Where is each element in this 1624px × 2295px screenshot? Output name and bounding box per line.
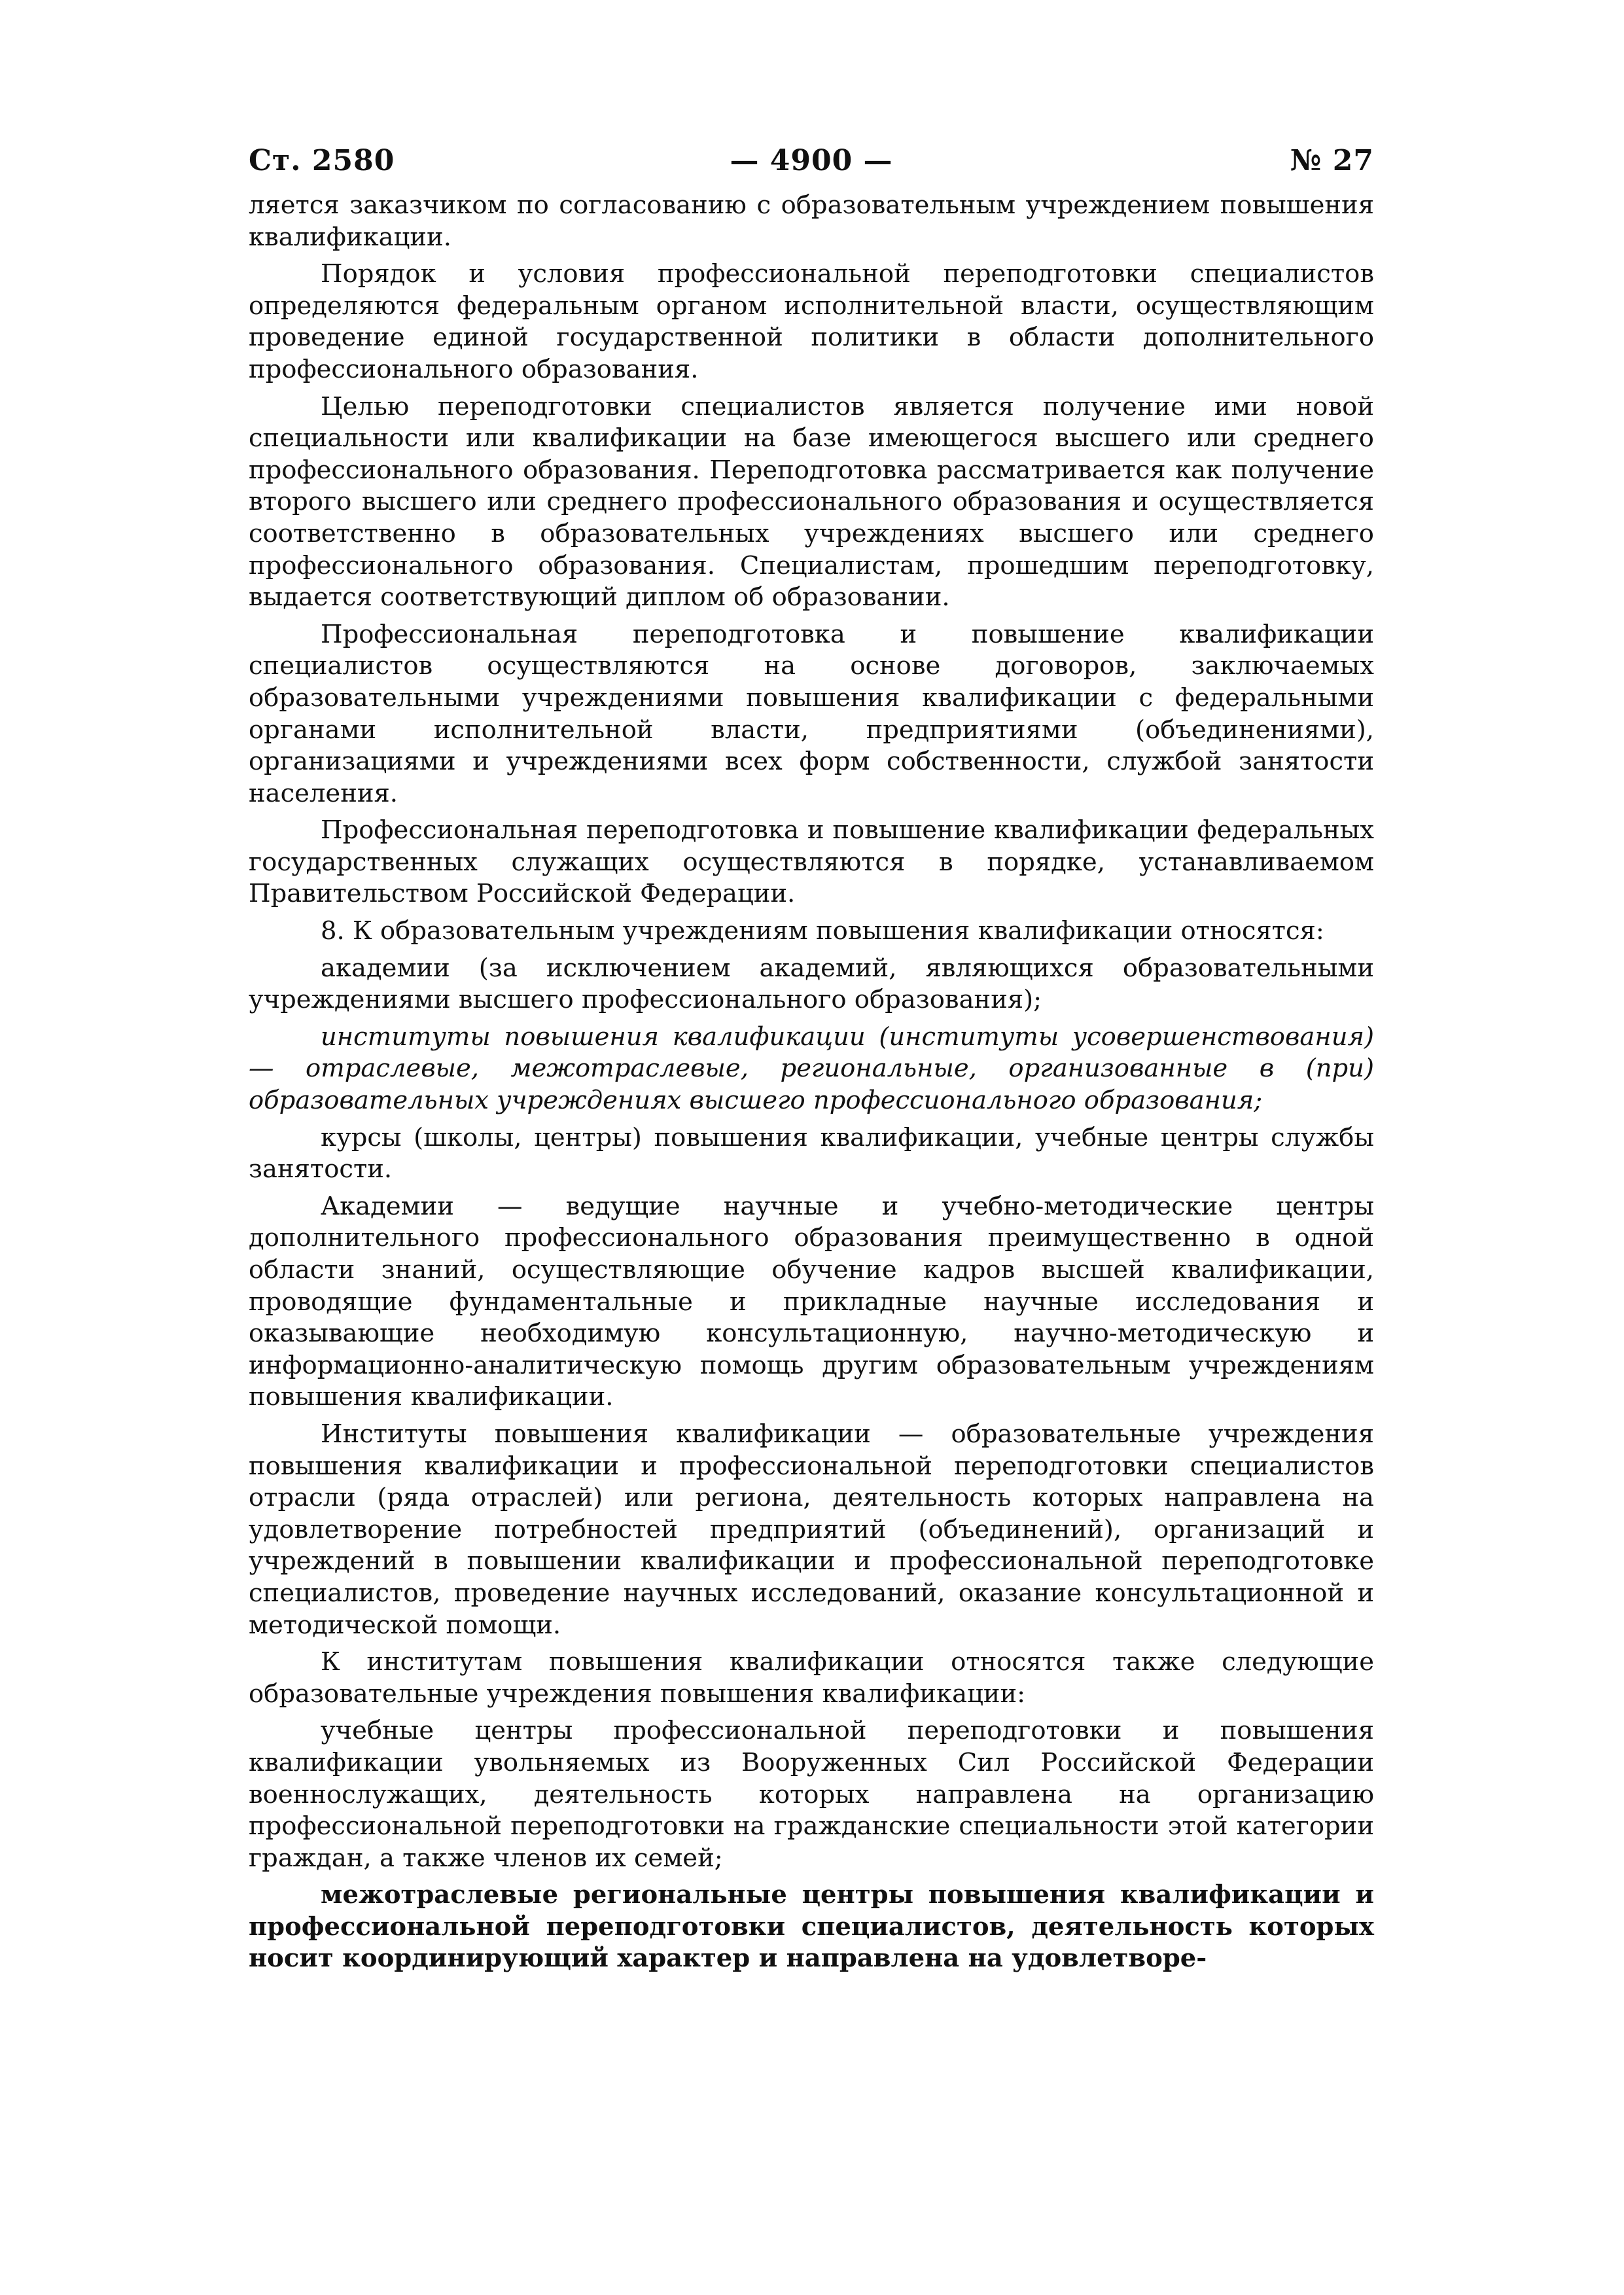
paragraph: Целью переподготовки специалистов является получение ими новой специальности или квалификации на базе имеющегося высшего или среднего профессионального образования. Переподготовка рассматривается как получение второго высшего или среднего профессионального образования и осуществляется соответственно в образовательных учреждениях высшего или среднего профессионального образования. Специалистам, прошедшим переподготовку, выдается соответствующий диплом об образовании. bbox=[249, 391, 1374, 613]
document-page bbox=[249, 144, 1374, 1980]
list-item: курсы (школы, центры) повышения квалификации, учебные центры службы занятости. bbox=[249, 1122, 1374, 1184]
document-body bbox=[249, 190, 1374, 1975]
paragraph-continuation: ляется заказчиком по согласованию с образовательным учреждением повышения квалификации. bbox=[249, 190, 1374, 252]
paragraph: Профессиональная переподготовка и повышение квалификации специалистов осуществляются на основе договоров, заключаемых образовательными учреждениями повышения квалификации с федеральными органами исполнительной власти, предприятиями (объединениями), организациями и учреждениями всех форм собственности, службой занятости населения. bbox=[249, 619, 1374, 808]
list-item: академии (за исключением академий, являющихся образовательными учреждениями высшего профессионального образования); bbox=[249, 953, 1374, 1015]
paragraph: К институтам повышения квалификации относятся также следующие образовательные учреждения повышения квалификации: bbox=[249, 1647, 1374, 1709]
paragraph: Академии — ведущие научные и учебно-методические центры дополнительного профессионального образования преимущественно в одной области знаний, осуществляющие обучение кадров высшей квалификации, проводящие фундаментальные и прикладные научные исследования и оказывающие необходимую консультационную, научно-методическую и информационно-аналитическую помощь другим образовательным учреждениям повышения квалификации. bbox=[249, 1191, 1374, 1412]
article-number: Ст. 2580 bbox=[249, 144, 395, 177]
list-item: институты повышения квалификации (институты усовершенствования) — отраслевые, межотраслевые, региональные, организованные в (при) образовательных учреждениях высшего профессионального образования; bbox=[249, 1022, 1374, 1116]
paragraph-item-8: 8. К образовательным учреждениям повышения квалификации относятся: bbox=[321, 916, 1324, 946]
issue-number: № 27 bbox=[1290, 144, 1374, 177]
paragraph: Порядок и условия профессиональной переподготовки специалистов определяются федеральным органом исполнительной власти, осуществляющим проведение единой государственной политики в области дополнительного профессионального образования. bbox=[249, 259, 1374, 384]
list-item: межотраслевые региональные центры повышения квалификации и профессиональной переподготовки специалистов, деятельность которых носит координирующий характер и направлена на удовлетворе- bbox=[249, 1880, 1374, 1974]
paragraph: Институты повышения квалификации — образовательные учреждения повышения квалификации и профессиональной переподготовки специалистов отрасли (ряда отраслей) или региона, деятельность которых направлена на удовлетворение потребностей предприятий (объединений), организаций и учреждений в повышении квалификации и профессиональной переподготовке специалистов, проведение научных исследований, оказание консультационной и методической помощи. bbox=[249, 1419, 1374, 1640]
list-item: учебные центры профессиональной переподготовки и повышения квалификации увольняемых из Вооруженных Сил Российской Федерации военнослужащих, деятельность которых направлена на организацию профессиональной переподготовки на гражданские специальности этой категории граждан, а также членов их семей; bbox=[249, 1716, 1374, 1873]
page-number: — 4900 — bbox=[730, 144, 893, 177]
paragraph: Профессиональная переподготовка и повышение квалификации федеральных государственных служащих осуществляются в порядке, устанавливаемом Правительством Российской Федерации. bbox=[249, 815, 1374, 909]
page-header bbox=[249, 144, 1374, 190]
